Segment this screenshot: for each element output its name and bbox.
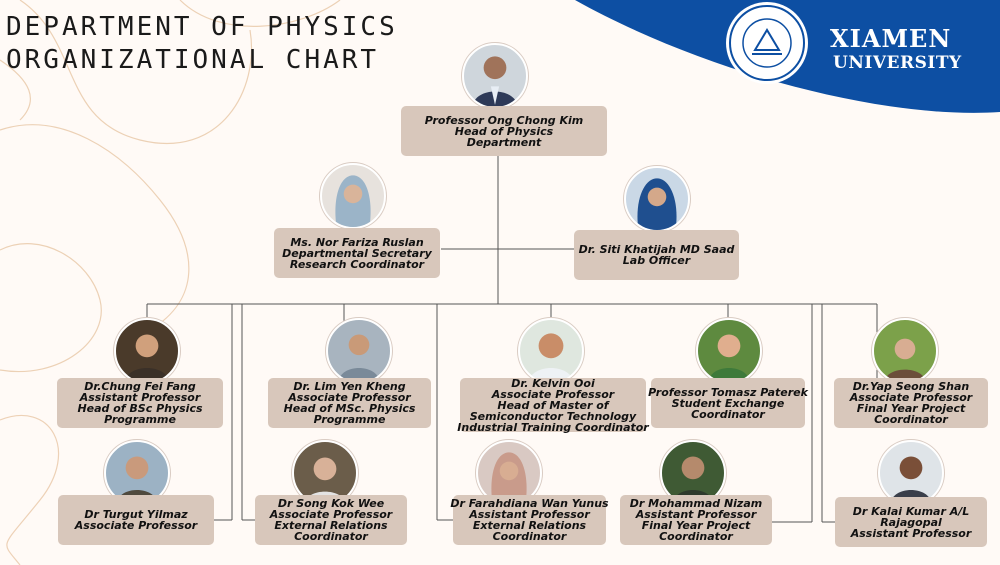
nizam-role: Assistant Professor [635, 508, 757, 521]
box-yap [834, 378, 988, 428]
lim-role-2: Head of MSc. Physics [283, 402, 416, 415]
chart-title-line2: ORGANIZATIONAL CHART [6, 45, 380, 75]
kelvin-role-2: Head of Master of [497, 398, 609, 412]
chung-role-2: Head of BSc Physics [77, 402, 203, 415]
tomasz-role-2: Coordinator [691, 407, 765, 421]
yap-role-3: Coordinator [874, 413, 948, 426]
box-lab-officer [574, 230, 739, 280]
nizam-role-2: Final Year Project [641, 519, 751, 532]
lim-name: Dr. Lim Yen Kheng [293, 380, 406, 393]
nizam-name: Dr Mohammad Nizam [629, 497, 763, 510]
yap-role-2: Final Year Project [856, 402, 966, 415]
chung-role: Assistant Professor [79, 391, 201, 404]
song-role-2: External Relations [274, 519, 388, 532]
lab-officer-name: Dr. Siti Khatijah MD Saad [578, 243, 735, 256]
song-role: Associate Professor [269, 508, 393, 521]
yap-name: Dr.Yap Seong Shan [852, 380, 970, 393]
box-lim [268, 378, 431, 428]
box-nizam [620, 495, 772, 545]
box-tomasz [648, 378, 808, 428]
avatar-secretary [320, 163, 386, 229]
chung-role-3: Programme [104, 413, 176, 426]
university-name-line2: UNIVERSITY [833, 53, 962, 73]
avatar-lab-officer [624, 166, 690, 232]
secretary-role: Departmental Secretary [282, 246, 432, 260]
farahdiana-role-3: Coordinator [492, 530, 567, 543]
song-name: Dr Song Kok Wee [277, 497, 385, 510]
university-seal [726, 2, 808, 84]
kelvin-name: Dr. Kelvin Ooi [511, 376, 595, 390]
kalai-role: Rajagopal [880, 515, 942, 529]
farahdiana-name: Dr Farahdiana Wan Yunus [450, 497, 609, 510]
avatar-tomasz [696, 318, 762, 384]
head-role-2: Department [466, 135, 542, 149]
chart-title-line1: DEPARTMENT OF PHYSICS [6, 12, 398, 42]
farahdiana-role-2: External Relations [472, 519, 587, 532]
chung-name: Dr.Chung Fei Fang [84, 380, 196, 393]
turgut-name: Dr Turgut Yilmaz [84, 508, 188, 521]
farahdiana-role: Assistant Professor [469, 508, 590, 521]
yap-role: Associate Professor [849, 391, 973, 404]
turgut-role: Associate Professor [74, 519, 198, 532]
box-kelvin [457, 376, 649, 434]
decorative-swirls [0, 0, 340, 565]
secretary-name: Ms. Nor Fariza Ruslan [290, 235, 424, 249]
lim-role-3: Programme [313, 413, 386, 426]
kelvin-role-4: Industrial Training Coordinator [457, 420, 649, 434]
tomasz-name: Professor Tomasz Paterek [648, 385, 808, 399]
avatar-lim [326, 318, 392, 384]
box-farahdiana [450, 495, 609, 545]
avatar-chung [114, 318, 180, 384]
box-secretary [274, 228, 440, 278]
box-turgut [58, 495, 214, 545]
kelvin-role-3: Semiconductor Technology [469, 409, 637, 423]
kelvin-role: Associate Professor [491, 387, 615, 401]
kalai-name: Dr Kalai Kumar A/L [852, 504, 970, 518]
kalai-role-2: Assistant Professor [850, 526, 972, 540]
tomasz-role: Student Exchange [671, 396, 785, 410]
box-head [401, 106, 607, 156]
head-role: Head of Physics [454, 124, 554, 138]
lab-officer-role: Lab Officer [622, 254, 691, 267]
nizam-role-3: Coordinator [659, 530, 733, 543]
avatar-yap [872, 318, 938, 384]
box-kalai [835, 497, 987, 547]
box-chung [57, 378, 223, 428]
secretary-role-2: Research Coordinator [289, 257, 425, 271]
song-role-3: Coordinator [294, 530, 368, 543]
avatar-head [462, 43, 528, 109]
head-name: Professor Ong Chong Kim [424, 113, 584, 127]
university-name-line1: XIAMEN [830, 24, 952, 53]
box-song [255, 495, 407, 545]
lim-role: Associate Professor [288, 391, 411, 404]
avatar-kelvin [518, 318, 584, 384]
